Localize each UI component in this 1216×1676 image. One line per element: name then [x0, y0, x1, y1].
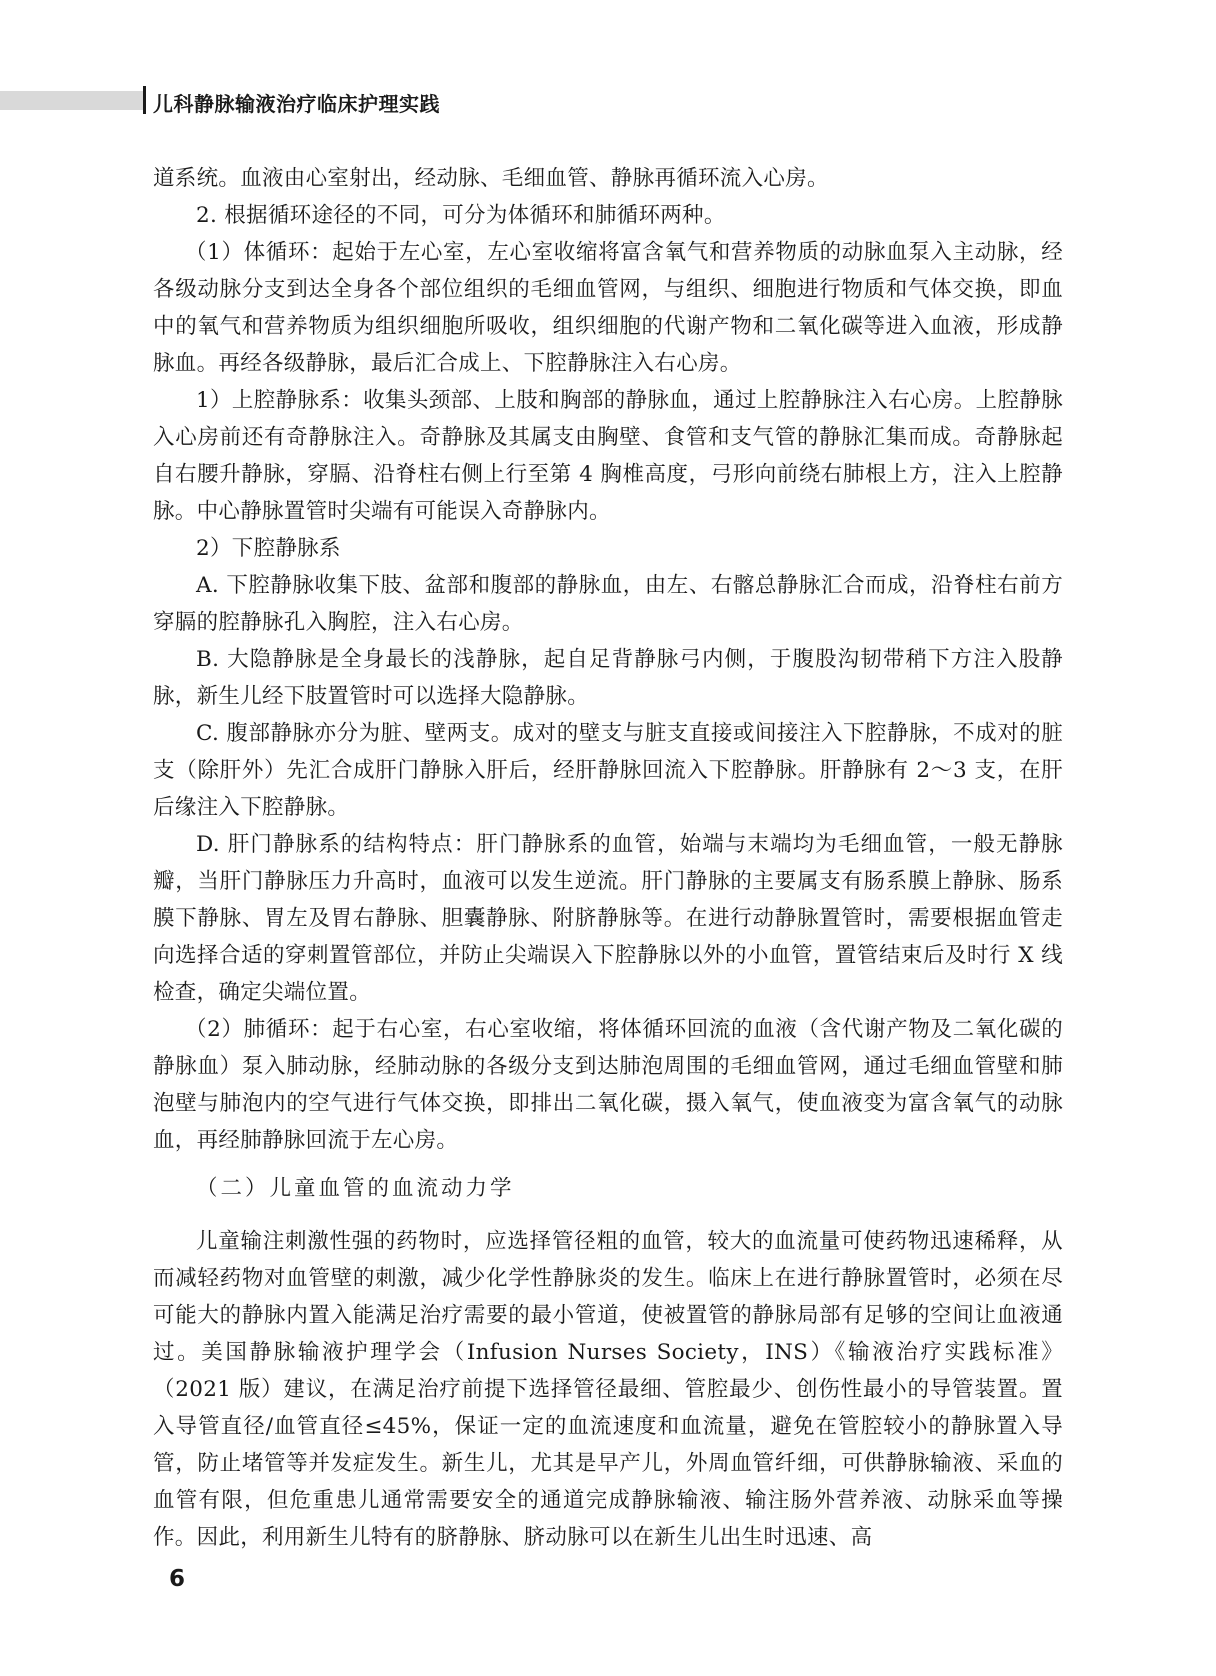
paragraph: 1）上腔静脉系：收集头颈部、上肢和胸部的静脉血，通过上腔静脉注入右心房。上腔静脉入心房前还有奇静脉注入。奇静脉及其属支由胸壁、食管和支气管的静脉汇集而成。奇静脉起自右腰升静脉，穿膈、沿脊柱右侧上行至第 4 胸椎高度，弓形向前绕右肺根上方，注入上腔静脉。中心静脉置管时尖端有可能误入奇静脉内。	[153, 388, 1063, 524]
paragraph: D. 肝门静脉系的结构特点：肝门静脉系的血管，始端与末端均为毛细血管，一般无静脉瓣，当肝门静脉压力升高时，血液可以发生逆流。肝门静脉的主要属支有肠系膜上静脉、肠系膜下静脉、胃左及胃右静脉、胆囊静脉、附脐静脉等。在进行动静脉置管时，需要根据血管走向选择合适的穿刺置管部位，并防止尖端误入下腔静脉以外的小血管，置管结束后及时行 X 线检查，确定尖端位置。	[153, 832, 1063, 1005]
paragraph: B. 大隐静脉是全身最长的浅静脉，起自足背静脉弓内侧，于腹股沟韧带稍下方注入股静脉，新生儿经下肢置管时可以选择大隐静脉。	[153, 647, 1063, 709]
section-heading: （二）儿童血管的血流动力学	[196, 1176, 515, 1201]
paragraph: （1）体循环：起始于左心室，左心室收缩将富含氧气和营养物质的动脉血泵入主动脉，经各级动脉分支到达全身各个部位组织的毛细血管网，与组织、细胞进行物质和气体交换，即血中的氧气和营养物质为组织细胞所吸收，组织细胞的代谢产物和二氧化碳等进入血液，形成静脉血。再经各级静脉，最后汇合成上、下腔静脉注入右心房。	[153, 240, 1063, 376]
paragraph: 2. 根据循环途径的不同，可分为体循环和肺循环两种。	[196, 203, 726, 228]
paragraph: A. 下腔静脉收集下肢、盆部和腹部的静脉血，由左、右髂总静脉汇合而成，沿脊柱右前方穿膈的腔静脉孔入胸腔，注入右心房。	[153, 573, 1063, 635]
page-number: 6	[169, 1566, 186, 1592]
page-body	[153, 160, 1063, 1556]
paragraph: 儿童输注刺激性强的药物时，应选择管径粗的血管，较大的血流量可使药物迅速稀释，从而减轻药物对血管壁的刺激，减少化学性静脉炎的发生。临床上在进行静脉置管时，必须在尽可能大的静脉内置入能满足治疗需要的最小管道，使被置管的静脉局部有足够的空间让血液通过。美国静脉输液护理学会（Infusion Nurses Society，INS）《输液治疗实践标准》（2021 版）建议，在满足治疗前提下选择管径最细、管腔最少、创伤性最小的导管装置。置入导管直径/血管直径≤45%，保证一定的血流速度和血流量，避免在管腔较小的静脉置入导管，防止堵管等并发症发生。新生儿，尤其是早产儿，外周血管纤细，可供静脉输液、采血的血管有限，但危重患儿通常需要安全的通道完成静脉输液、输注肠外营养液、动脉采血等操作。因此，利用新生儿特有的脐静脉、脐动脉可以在新生儿出生时迅速、高	[153, 1229, 1063, 1550]
header-divider	[143, 86, 146, 114]
paragraph: 道系统。血液由心室射出，经动脉、毛细血管、静脉再循环流入心房。	[153, 166, 829, 191]
running-title: 儿科静脉输液治疗临床护理实践	[153, 92, 440, 116]
paragraph: 2）下腔静脉系	[196, 536, 341, 561]
paragraph: （2）肺循环：起于右心室，右心室收缩，将体循环回流的血液（含代谢产物及二氧化碳的静脉血）泵入肺动脉，经肺动脉的各级分支到达肺泡周围的毛细血管网，通过毛细血管壁和肺泡壁与肺泡内的空气进行气体交换，即排出二氧化碳，摄入氧气，使血液变为富含氧气的动脉血，再经肺静脉回流于左心房。	[153, 1017, 1063, 1153]
header-gray-bar	[0, 91, 143, 110]
paragraph: C. 腹部静脉亦分为脏、壁两支。成对的壁支与脏支直接或间接注入下腔静脉，不成对的脏支（除肝外）先汇合成肝门静脉入肝后，经肝静脉回流入下腔静脉。肝静脉有 2～3 支，在肝后缘注入下腔静脉。	[153, 721, 1063, 820]
